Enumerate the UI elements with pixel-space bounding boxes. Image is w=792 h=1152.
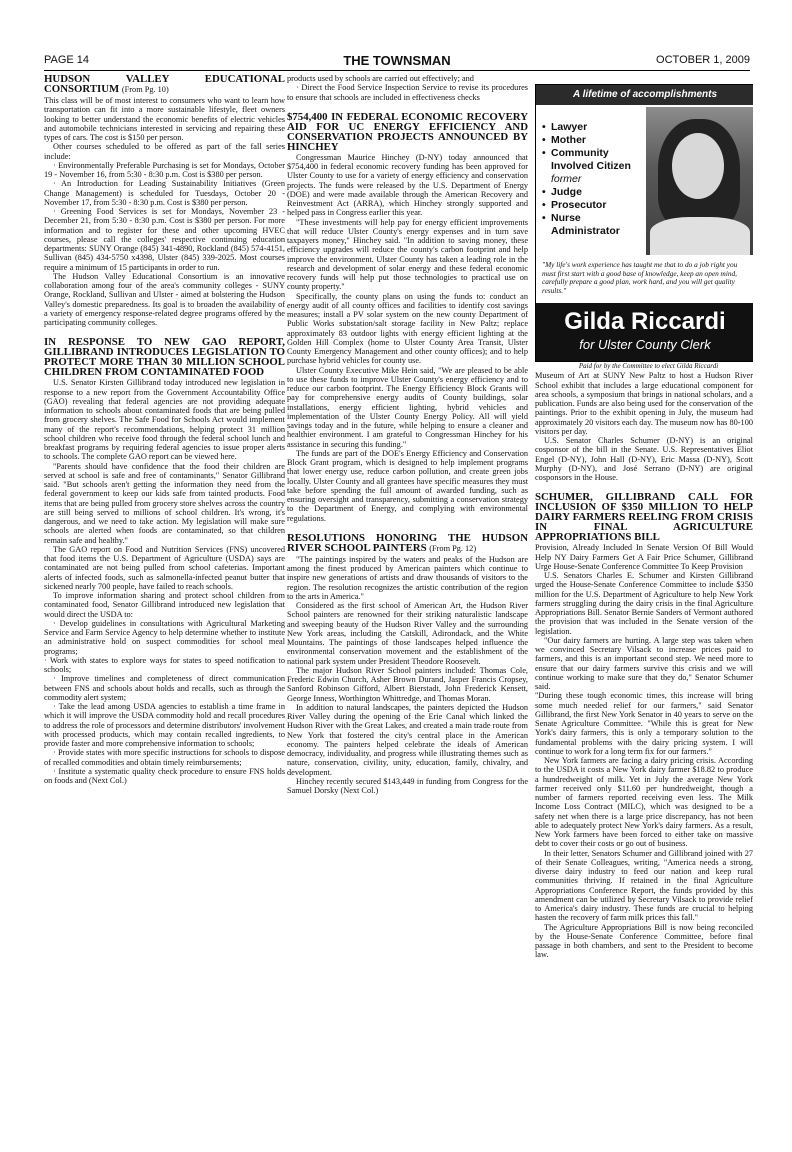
paragraph: "Parents should have confidence that the food their children are served at school is safe and free of contaminants," Senator Gillibrand said. "But schools aren't getting the information they need from the federal government to keep our kids safe from tainted products. Food items that are being pulled from grocery store shelves across the country are still being served to millions of school children. It's wrong, it's dangerous, and we need to take action. My legislation will make sure schools are alerted when foods are contaminated, so that children remain safe and healthy." (44, 461, 285, 545)
ad-item: • Prosecutor (542, 199, 650, 212)
paragraph: The funds are part of the DOE's Energy Efficiency and Conservation Block Grant program, which is designed to help implement programs that lower energy use, reduce carbon pollution, and create green jobs locally. Ulster County and all grantees have specific measures they must take before spending the full amount of awarded funding, such as ensuring oversight and transparency, submitting a conservation strategy to the Department of Energy, and complying with environmental regulations. (287, 448, 528, 523)
page-number: PAGE 14 (44, 54, 90, 66)
column-3 (535, 84, 753, 1150)
paragraph: "Our dairy farmers are hurting. A large step was taken when we convinced Secretary Vilsack to increase prices paid to farmers, and this is an important second step. We need more to ensure that our dairy farmers survive this crisis and we will continue working to make sure that they do," Senator Schumer said. (535, 635, 753, 691)
ad-name-bar (536, 303, 753, 361)
paragraph: · Direct the Food Service Inspection Service to revise its procedures to ensure that schools are included in effectiveness checks (287, 83, 528, 102)
candidate-office: for Ulster County Clerk (579, 337, 711, 352)
article-headline-painters (287, 533, 528, 554)
paragraph: Specifically, the county plans on using the funds to: conduct an energy audit of all county offices and facilities to identify cost savings measures; install a PV solar system on the new county Department of Public Works substation/salt storage facility in New Paltz; replace approximately 83 outdoor lights with energy efficient lighting at the Golden Hill Complex (home to Ulster County Area Transit, Ulster County Emergency Management and other county offices); and to help purchase hybrid vehicles for county use. (287, 291, 528, 366)
paragraph: · Take the lead among USDA agencies to establish a time frame in which it will improve the USDA commodity hold and recall procedures to address the role of processors and determine distributors' involvement with processed products, which may contain recalled ingredients, to provide faster and more comprehensive information to schools; (44, 702, 285, 748)
paragraph: U.S. Senator Charles Schumer (D-NY) is an original cosponsor of the bill in the Senate. U.S. Representatives Eliot Engel (D-NY), John Hall (D-NY), Eric Massa (D-NY), Scott Murphy (D-NY), and José Serrano (D-NY) are original cosponsors in the House. (535, 436, 753, 482)
article-subhead: Provision, Already Included In Senate Version Of Bill Would Help NY Dairy Farmers Get A Fair Price Schumer, Gillibrand Urge House-Senate Conference Committee To Keep Provision (535, 543, 753, 571)
ad-item: • Mother (542, 134, 650, 147)
column-2 (287, 74, 528, 1140)
paragraph: Congressman Maurice Hinchey (D-NY) today announced that $754,400 in federal economic recovery funding has been approved for Ulster County to use for a variety of energy efficiency and conservation projects. The funds were released by the U.S. Department of Energy (DOE) and were made available through the American Recovery and Reinvestment Act (ARRA), which Hinchey strongly supported and helped pass in Congress earlier this year. (287, 152, 528, 218)
candidate-photo (646, 107, 753, 255)
paragraph: The Agriculture Appropriations Bill is now being reconciled by the House-Senate Conference Committee, before final passage in both chambers, and sent to the President to become law. (535, 922, 753, 960)
paragraph: · An Introduction for Leading Sustainability Initiatives (Green Change Management) is scheduled for Tuesdays, October 20 - November 17, from 5:30 - 8:30 p.m. Cost is $380 per person. (44, 179, 285, 207)
ad-item: • Lawyer (542, 121, 650, 134)
headline-text: HUDSON VALLEY EDUCATIONAL CONSORTIUM (44, 74, 285, 95)
paragraph: · Develop guidelines in consultations with Agricultural Marketing Service and Farm Service Agency to help determine whether to institute an administrative hold on suspect commodities for school meal programs; (44, 618, 285, 656)
article-headline-energy: $754,400 IN FEDERAL ECONOMIC RECOVERY AID FOR UC ENERGY EFFICIENCY AND CONSERVATION PROJECTS ANNOUNCED BY HINCHEY (287, 110, 528, 153)
ad-item-note: former (551, 173, 582, 185)
paragraph: The GAO report on Food and Nutrition Services (FNS) uncovered that food items the U.S. Department of Agriculture (USDA) says are contaminated are not being pulled from school cafeterias. Important alerts of infected foods, such as salmonella-infected peanut butter that sickened nearly 700 people, have failed to reach schools. (44, 544, 285, 591)
ad-item: • Community Involved Citizen (542, 147, 650, 173)
masthead-title: THE TOWNSMAN (343, 53, 451, 68)
paragraph: Other courses scheduled to be offered as part of the fall series include: (44, 142, 285, 161)
paragraph: · Institute a systematic quality check procedure to ensure FNS holds on foods and (Next Col.) (44, 766, 285, 785)
article-headline-gao: IN RESPONSE TO NEW GAO REPORT, GILLIBRAND INTRODUCES LEGISLATION TO PROTECT MORE THAN 30 MILLION SCHOOL CHILDREN FROM CONTAMINATED FOOD (44, 336, 285, 379)
continued-from: (From Pg. 12) (429, 543, 477, 553)
paragraph: products used by schools are carried out effectively; and (287, 74, 474, 83)
ad-paid-notice: Paid for by the Committee to elect Gilda Riccardi (578, 362, 719, 370)
continued-from: (From Pg. 10) (121, 85, 169, 94)
campaign-ad (535, 84, 753, 362)
ad-quote: "My life's work experience has taught me that to do a job right you must first start with a good base of knowledge, keep an open mind, carefully prepare a good plan, work hard, and you will get quality results." (542, 260, 738, 295)
page-header (44, 54, 750, 71)
column-1 (44, 74, 285, 1140)
ad-banner: A lifetime of accomplishments (536, 85, 753, 105)
paragraph: · Greening Food Services is set for Mondays, November 23 - December 21, from 5:30 - 8:30 p.m. Cost is $380 per person. For more information and to register for these and other upcoming HVEC courses, please call the colleges' respective continuing education departments: SUNY Orange (845) 341-4890, Rockland (845) 574-4151, Sullivan (845) 434-5750 x4398, Ulster (845) 339-2025. Most courses require a minimum of 15 participants in order to run. (44, 207, 285, 272)
paragraph: In their letter, Senators Schumer and Gillibrand joined with 27 of their Senate Colleagues, writing, "America needs a strong, diverse dairy industry to feed our nation and keep rural communities thriving. If retained in the final Agriculture Appropriations Conference Report, the funds provided by this amendment can be utilized by Secretary Vilsack to provide relief to America's dairy industry. These funds are crucial to helping hasten the recovery of farm milk prices this fall." (535, 848, 753, 923)
ad-item: • Nurse Administrator (542, 212, 650, 238)
paragraph: Hinchey recently secured $143,449 in funding from Congress for the Samuel Dorsky (Next Col.) (287, 776, 528, 795)
paragraph: · Provide states with more specific instructions for schools to dispose of recalled commodities and obtain timely reimbursements; (44, 748, 285, 767)
candidate-name: Gilda Riccardi (564, 308, 726, 335)
paragraph: · Work with states to explore ways for states to speed notification to schools; (44, 655, 285, 674)
paragraph: U.S. Senator Kirsten Gillibrand today introduced new legislation in response to a new report from the Government Accountability Office (GAO) revealing that federal agencies are not providing adequate information to schools about contaminated foods that are being pulled from grocery shelves. The Safe Food for Schools Act would implement many of the report's recommendations, helping protect 31 million school children who receive food through the federal school lunch and breakfast programs by requiring federal agencies to issue proper alerts to schools. The complete GAO report can be viewed here. (44, 378, 285, 462)
issue-date: OCTOBER 1, 2009 (656, 54, 750, 66)
paragraph: · Improve timelines and completeness of direct communication between FNS and schools about holds and recalls, such as through the commodity alert system; (44, 674, 285, 702)
paragraph: The major Hudson River School painters included: Thomas Cole, Frederic Edwin Church, Asher Brown Durand, Jasper Francis Cropsey, Sanford Robinson Gifford, Albert Bierstadt, John Frederick Kensett, George Inness, Worthington Whittredge, and Thomas Moran. (287, 665, 528, 703)
paragraph: Considered as the first school of American Art, the Hudson River School painters are renowned for their striking naturalistic landscape and sweeping beauty of the Hudson River Valley and the surrounding New York areas, including the Catskill, Adirondack, and the White Mountains. The paintings of those landscapes helped influence the environmental conservation movement and the establishment of the national park system under President Theodore Roosevelt. (287, 601, 528, 666)
article-headline-dairy: SCHUMER, GILLIBRAND CALL FOR INCLUSION OF $350 MILLION TO HELP DAIRY FARMERS REELING FROM CRISIS IN FINAL AGRICULTURE APPROPRIATIONS BILL (535, 491, 753, 544)
headline-text: RESOLUTIONS HONORING THE HUDSON RIVER SCHOOL PAINTERS (287, 531, 528, 554)
paragraph: New York farmers are facing a dairy pricing crisis. According to the USDA it costs a New York dairy farmer $18.82 to produce a hundredweight of milk. Yet in July the average New York farmer received only $11.60 per hundredweight, though a number of farmers reported receiving even less. The Milk Income Loss Contract (MILC), which was designed to be a safety net when there is a large price discrepancy, has not been able to adequately protect New York's dairy farmers. As a result, New York farmers have been forced to either take on massive debt to cover their costs or go out of business. (535, 756, 753, 849)
ad-item: • Judge (542, 186, 650, 199)
paragraph: Museum of Art at SUNY New Paltz to host a Hudson River School exhibit that includes a large educational component for area schools, a symposium that brings in national scholars, and a publication. Funds are also being used for the conservation of the paintings. Prior to the exhibit opening in July, the museum had approximately 20 visitors each day. The museum now has 80-100 visitors per day. (535, 371, 753, 436)
paragraph: "The paintings inspired by the waters and peaks of the Hudson are among the finest produced by American painters which continue to inspire new generations of artists and draw thousands of visitors to the region. The resolution recognizes the artistic contribution of the region to the arts in America." (287, 554, 528, 601)
paragraph: To improve information sharing and protect school children from contaminated food, Senator Gillibrand introduced new legislation that would direct the USDA to: (44, 591, 285, 619)
paragraph: In addition to natural landscapes, the painters depicted the Hudson River Valley during the opening of the Erie Canal which linked the Hudson River with the Great Lakes, and created a main trade route from New York that fostered the city's central place in the American economy. The painters helped celebrate the ideals of American democracy, individuality, and progress while illustrating themes such as nature, conservation, civility, unity, education, family, chivalry, and development. (287, 702, 528, 777)
paragraph: The Hudson Valley Educational Consortium is an innovative collaboration among four of the area's community colleges - SUNY Orange, Rockland, Sullivan and Ulster - aimed at bolstering the Hudson Valley's domestic preparedness. Its goal is to broaden the availability of a variety of emergency response-related degree programs offered by the participating community colleges. (44, 271, 285, 327)
paragraph: U.S. Senators Charles E. Schumer and Kirsten Gillibrand urged the House-Senate Conference Committee to include $350 million for the U.S. Department of Agriculture to help New York farmers struggling during the dairy crisis in the final Agriculture Appropriations Bill. Senator Bernie Sanders of Vermont authored the provision that was included in the Senate version of the legislation. (535, 571, 753, 636)
paragraph: Ulster County Executive Mike Hein said, "We are pleased to be able to use these funds to improve Ulster County's energy efficiency and to reduce our carbon footprint. The Energy Efficiency Block Grants will pay for comprehensive energy audits of County buildings, solar installations, energy efficient lighting, hybrid vehicles and implementation of the Ulster County Energy Policy. All will yield savings today and in the future, while helping to ensure a cleaner and healthier environment. I am grateful to Congressman Hinchey for his assistance in securing this funding." (287, 365, 528, 449)
ad-accomplishments-list (542, 121, 650, 238)
paragraph: "During these tough economic times, this increase will bring some much needed relief for our farmers," said Senator Gillibrand, the first New York Senator in 40 years to serve on the Senate Agriculture Committee. "While this is great for New York's dairy farmers, this is only a temporary solution to the fundamental problems with the dairy pricing system. I will continue to work for a long term fix for our farmers." (535, 691, 753, 756)
article-headline-hvec (44, 74, 285, 95)
paragraph: "These investments will help pay for energy efficient improvements that will reduce Ulster County's energy expenses and in turn save taxpayers money," Hinchey said. "In addition to saving money, these efficiency upgrades will reduce the county's carbon footprint and help improve the environment. Ulster County has taken a leading role in the research and development of solar energy and these federal economic recovery funds will help put those technologies to practical use on county property." (287, 217, 528, 292)
paragraph: · Environmentally Preferable Purchasing is set for Mondays, October 19 - November 16, from 5:30 - 8:30 p.m. Cost is $380 per person. (44, 160, 285, 179)
paragraph: This class will be of most interest to consumers who want to learn how transportation can fit into a more sustainable lifestyle, fleet owners looking to better understand the economic benefits of electric vehicles and automobile technicians interested in servicing and repairing these types of cars. The cost is $150 per person. (44, 96, 285, 142)
